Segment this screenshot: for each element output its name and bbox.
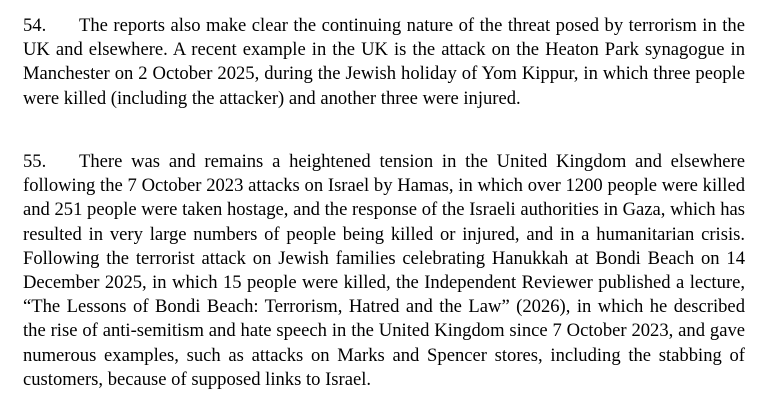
paragraph-number: 55. [23,151,47,172]
paragraph-text: The reports also make clear the continuing nature of the threat posed by terrorism in the UK and elsewhere. A recent example in the UK is the attack on the Heaton Park synagogue in Manchester on 2 October 2025, during the Jewish holiday of Yom Kippur, in which three people were killed (including the attacker) and another three were injured. [23,15,745,109]
paragraph-55 [23,150,745,392]
document-page [23,0,745,419]
paragraph-54 [23,14,745,111]
paragraph-number: 54. [23,15,47,36]
paragraph-text: There was and remains a heightened tension in the United Kingdom and elsewhere following the 7 October 2023 attacks on Israel by Hamas, in which over 1200 people were killed and 251 people were taken hostage, and the response of the Israeli authorities in Gaza, which has resulted in very large numbers of people being killed or injured, and in a humanitarian crisis. Following the terrorist attack on Jewish families celebrating Hanukkah at Bondi Beach on 14 December 2025, in which 15 people were killed, the Independent Reviewer published a lecture, “The Lessons of Bondi Beach: Terrorism, Hatred and the Law” (2026), in which he described the rise of anti-semitism and hate speech in the United Kingdom since 7 October 2023, and gave numerous examples, such as attacks on Marks and Spencer stores, including the stabbing of customers, because of supposed links to Israel. [23,151,745,390]
